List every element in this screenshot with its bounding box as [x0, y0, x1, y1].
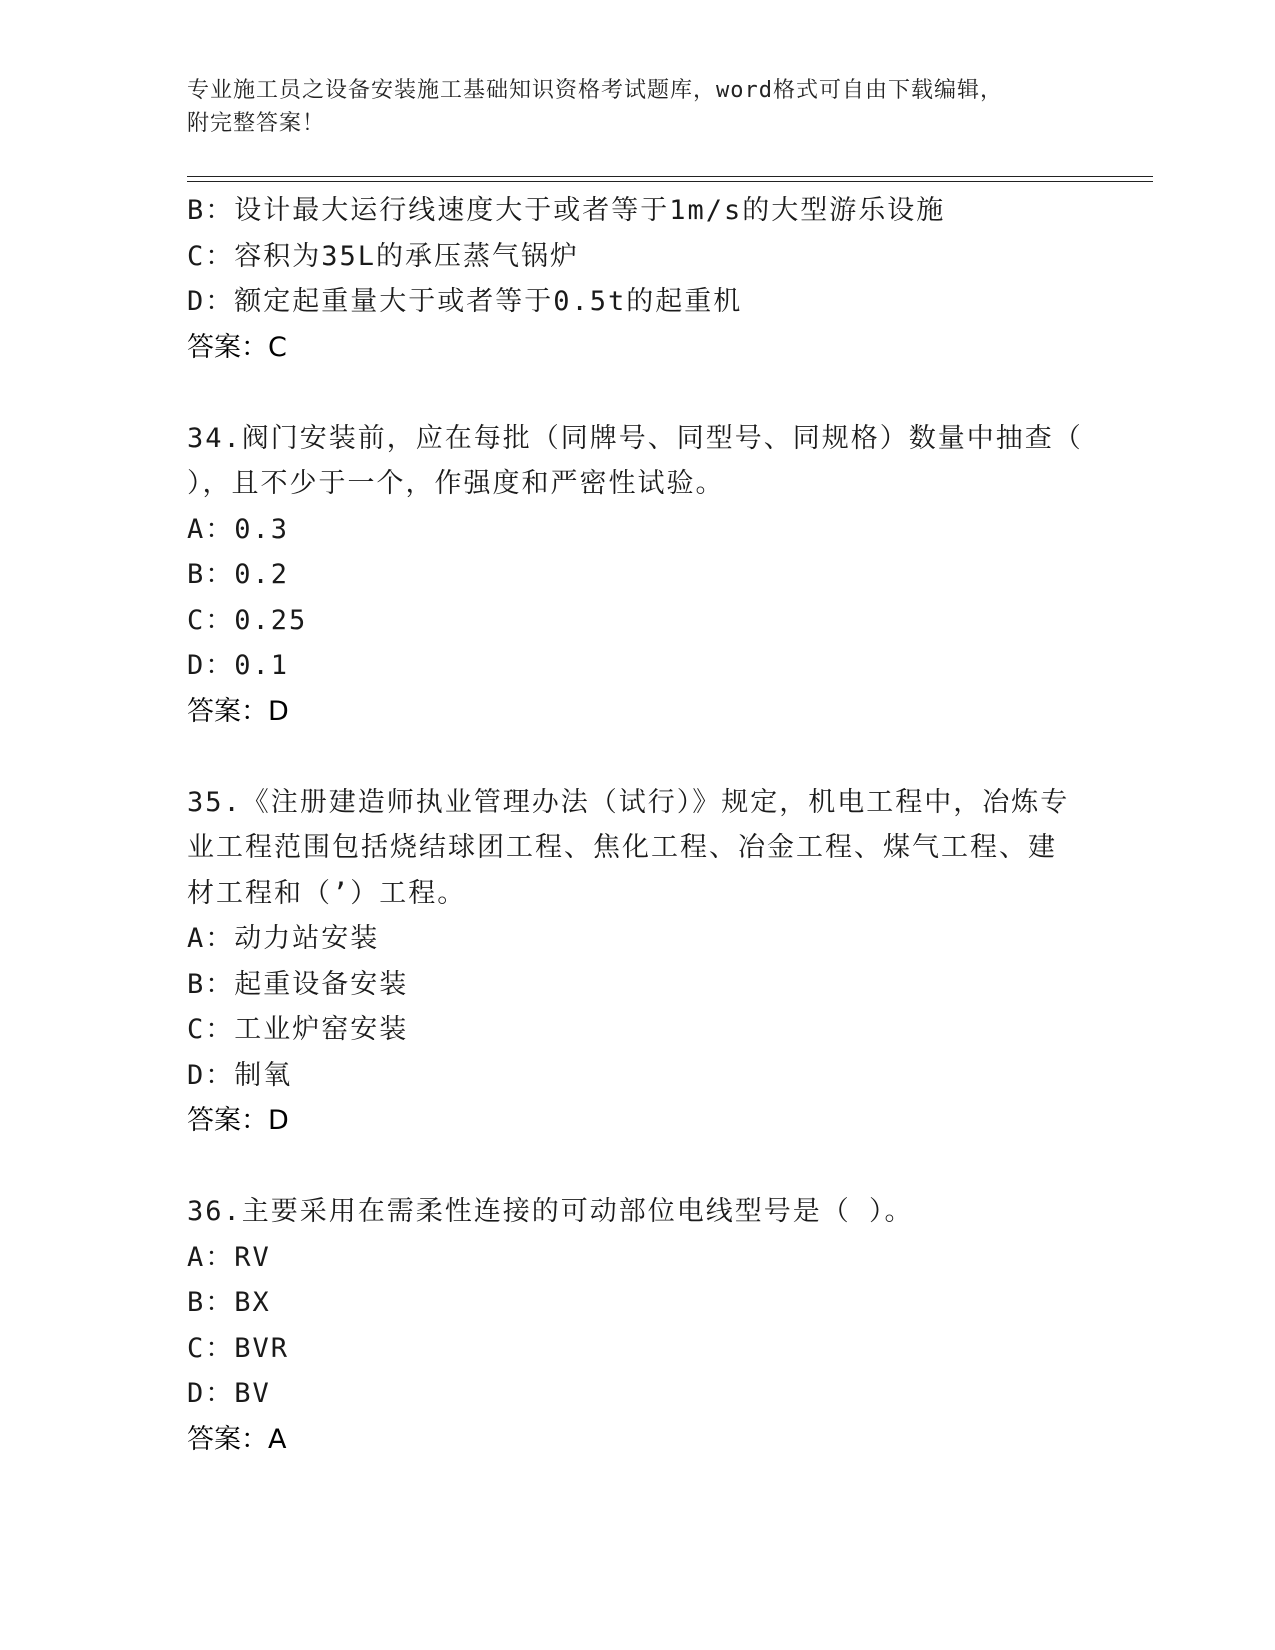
spacer: [187, 734, 1077, 780]
option-a: A：0.3: [187, 513, 290, 545]
question-text-line: 36.主要采用在需柔性连接的可动部位电线型号是（ ）。: [187, 1196, 914, 1227]
header-divider-bottom: [187, 181, 1153, 182]
question-35: [187, 780, 1077, 1144]
answer: 答案：D: [187, 1105, 289, 1136]
option-b: B：设计最大运行线速度大于或者等于1m/s的大型游乐设施: [187, 195, 946, 226]
question-34: [187, 416, 1083, 735]
option-c: C：BVR: [187, 1332, 290, 1364]
option-b: B：起重设备安装: [187, 968, 409, 1000]
option-c: C：工业炉窑安装: [187, 1014, 409, 1045]
header-line-2: 附完整答案！: [187, 111, 326, 136]
question-33-tail: [187, 188, 1077, 370]
question-text-line: ），且不少于一个，作强度和严密性试验。: [187, 468, 725, 499]
option-c: C：0.25: [187, 604, 308, 636]
header-line-1: 专业施工员之设备安装施工基础知识资格考试题库，word格式可自由下载编辑，: [187, 78, 1003, 103]
question-36: [187, 1189, 1077, 1462]
option-a: A：动力站安装: [187, 923, 380, 954]
question-content: [187, 188, 1083, 1462]
question-text-line: 34.阀门安装前，应在每批（同牌号、同型号、同规格）数量中抽查（: [187, 422, 1083, 454]
option-b: B：0.2: [187, 559, 290, 590]
spacer: [187, 1144, 1077, 1190]
option-d: D：额定起重量大于或者等于0.5t的起重机: [187, 286, 743, 317]
answer: 答案：A: [187, 1423, 287, 1455]
spacer: [187, 370, 1077, 416]
option-a: A：RV: [187, 1241, 271, 1273]
option-d: D：制氧: [187, 1059, 293, 1091]
question-text-line: 业工程范围包括烧结球团工程、焦化工程、冶金工程、煤气工程、建: [187, 832, 1057, 863]
header-divider-top: [187, 176, 1153, 177]
option-b: B：BX: [187, 1287, 271, 1318]
question-text-line: 材工程和（’）工程。: [187, 877, 467, 909]
option-c: C：容积为35L的承压蒸气锅炉: [187, 240, 580, 272]
document-header: [187, 74, 1067, 140]
option-d: D：BV: [187, 1378, 271, 1409]
answer: 答案：C: [187, 331, 287, 363]
option-d: D：0.1: [187, 650, 290, 681]
question-text-line: 35.《注册建造师执业管理办法（试行）》规定，机电工程中，冶炼专: [187, 786, 1070, 818]
answer: 答案：D: [187, 695, 289, 727]
